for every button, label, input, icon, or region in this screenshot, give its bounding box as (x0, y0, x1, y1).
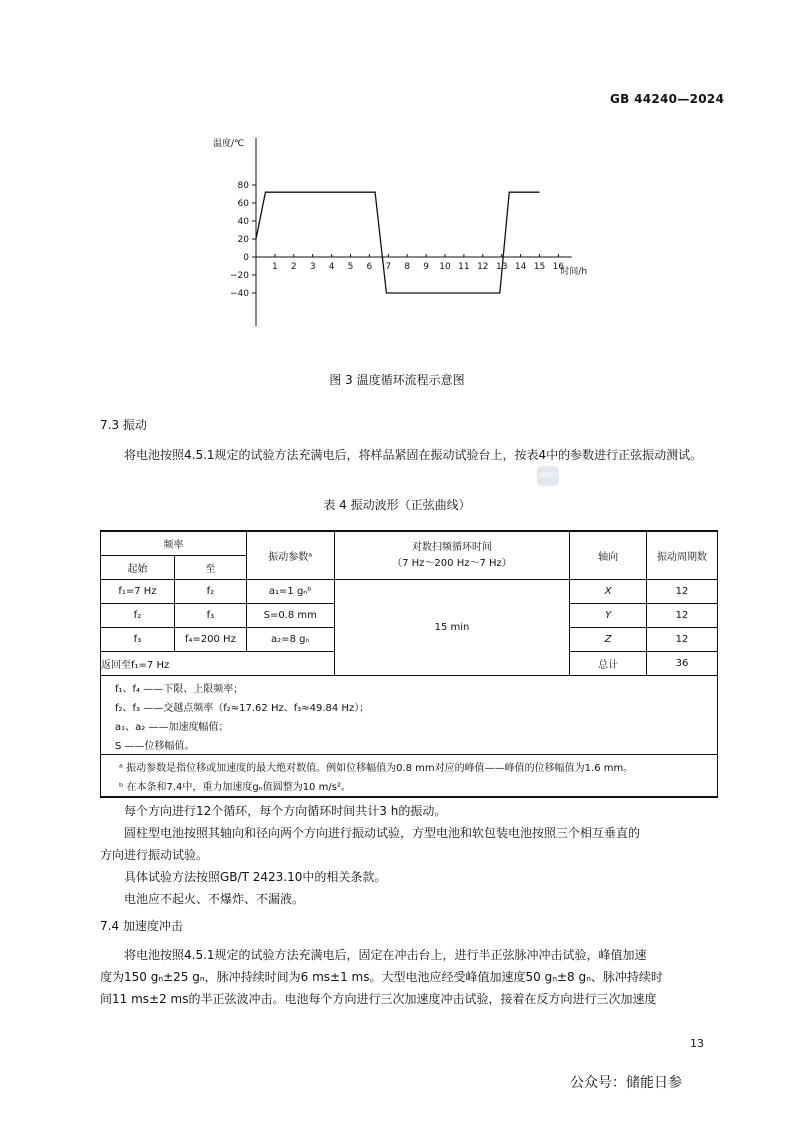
x-tick-label: 16 (552, 262, 565, 272)
body-line: 间11 ms±2 ms的半正弦波冲击。电池每个方向进行三次加速度冲击试验，接着在反方向进行三次加速度 (100, 992, 657, 1006)
x-tick-label: 8 (404, 262, 411, 272)
x-tick-label: 15 (533, 262, 546, 272)
header-param: 振动参数ᵃ (246, 531, 334, 580)
cell-sweep-time: 15 min (334, 580, 570, 676)
body-line: 电池应不起火、不爆炸、不漏液。 (124, 892, 305, 906)
table-row (101, 580, 718, 604)
body-line: 将电池按照4.5.1规定的试验方法充满电后，固定在冲击台上，进行半正弦脉冲冲击试验，峰值加速 (124, 948, 647, 962)
page-number: 13 (690, 1037, 704, 1050)
header-sweep (334, 531, 570, 580)
y-tick-label: 0 (243, 253, 249, 263)
y-tick-label: 40 (237, 217, 249, 227)
legend-line: a₁、a₂ ——加速度幅值； (115, 722, 229, 733)
x-tick-label: 5 (347, 262, 354, 272)
section-7-4-heading: 7.4 加速度冲击 (100, 919, 183, 933)
x-tick-label: 6 (366, 262, 373, 272)
y-tick-label: −40 (230, 289, 249, 299)
x-tick-label: 1 (272, 262, 278, 272)
cell-return: 返回至f₁=7 Hz (101, 652, 335, 676)
x-axis-label: 时间/h (560, 267, 588, 277)
cell-start: f₁=7 Hz (101, 580, 175, 604)
temperature-cycle-chart (195, 128, 615, 338)
y-tick-label: 80 (237, 181, 249, 191)
notes-divider (101, 754, 717, 755)
cell-param: a₂=8 gₙ (246, 628, 334, 652)
footnote-b: ᵇ 在本条和7.4中，重力加速度gₙ值圆整为10 m/s²。 (119, 782, 351, 793)
legend-line: f₂、f₃ ——交越点频率（f₂≈17.62 Hz、f₃≈49.84 Hz）； (115, 703, 370, 714)
y-tick-label: 20 (237, 235, 249, 245)
header-to: 至 (174, 556, 246, 580)
chart-svg (195, 128, 615, 338)
y-axis-label: 温度/℃ (213, 139, 245, 149)
cell-total-value: 36 (647, 652, 718, 676)
cell-axis: Y (570, 604, 647, 628)
footnote-a: ᵃ 振动参数是指位移或加速度的最大绝对数值。例如位移幅值为0.8 mm对应的峰值——峰值的位移幅值为1.6 mm。 (119, 763, 634, 774)
cell-param: S=0.8 mm (246, 604, 334, 628)
cell-to: f₄=200 Hz (174, 628, 246, 652)
cell-to: f₃ (174, 604, 246, 628)
header-sweep-line1: 对数扫频循环时间 (411, 541, 492, 553)
cell-axis: Z (570, 628, 647, 652)
cell-param: a₁=1 gₙᵇ (246, 580, 334, 604)
x-tick-label: 7 (385, 262, 392, 272)
y-tick-label: −20 (230, 271, 249, 281)
cell-start: f₂ (101, 604, 175, 628)
cell-cycles: 12 (647, 628, 718, 652)
x-tick-label: 11 (458, 262, 470, 272)
temperature-series-line (256, 192, 540, 293)
vibration-table (100, 530, 718, 676)
header-start: 起始 (101, 556, 175, 580)
body-line: 每个方向进行12个循环，每个方向循环时间共计3 h的振动。 (124, 804, 447, 818)
cell-axis: X (570, 580, 647, 604)
x-tick-label: 9 (423, 262, 429, 272)
x-tick-label: 13 (495, 262, 508, 272)
cell-cycles: 12 (647, 580, 718, 604)
cell-cycles: 12 (647, 604, 718, 628)
header-sweep-line2: （7 Hz～200 Hz～7 Hz） (392, 557, 512, 569)
body-line: 圆柱型电池按照其轴向和径向两个方向进行振动试验，方型电池和软包装电池按照三个相互垂直的 (124, 826, 641, 840)
x-tick-label: 14 (514, 262, 527, 272)
cell-to: f₂ (174, 580, 246, 604)
x-tick-label: 10 (439, 262, 451, 272)
footer-note: 公众号：储能日参 (570, 1075, 682, 1091)
cell-total-label: 总计 (570, 652, 647, 676)
legend-line: f₁、f₄ ——下限、上限频率； (115, 684, 244, 695)
table-title: 表 4 振动波形（正弦曲线） (323, 498, 471, 512)
x-tick-label: 12 (477, 262, 489, 272)
legend-line: S ——位移幅值。 (115, 741, 195, 752)
standard-code: GB 44240—2024 (610, 92, 725, 106)
header-frequency: 频率 (101, 531, 247, 556)
header-cycles: 振动周期数 (647, 531, 718, 580)
x-tick-label: 4 (328, 262, 335, 272)
cell-start: f₃ (101, 628, 175, 652)
section-7-3-paragraph: 将电池按照4.5.1规定的试验方法充满电后，将样品紧固在振动试验台上，按表4中的参数进行正弦振动测试。 (124, 448, 703, 462)
watermark-logo: SESEC (537, 466, 559, 486)
body-line: 方向进行振动试验。 (100, 848, 209, 862)
figure-caption: 图 3 温度循环流程示意图 (329, 373, 465, 387)
section-7-3-heading: 7.3 振动 (100, 418, 147, 432)
body-line: 具体试验方法按照GB/T 2423.10中的相关条款。 (124, 870, 387, 884)
x-tick-label: 3 (309, 262, 316, 272)
header-axis: 轴向 (570, 531, 647, 580)
x-tick-label: 2 (290, 262, 297, 272)
y-tick-label: 60 (237, 199, 249, 209)
table-notes (100, 676, 718, 798)
body-line: 度为150 gₙ±25 gₙ，脉冲持续时间为6 ms±1 ms。大型电池应经受峰值加速度50 gₙ±8 gₙ、脉冲持续时 (100, 970, 663, 984)
